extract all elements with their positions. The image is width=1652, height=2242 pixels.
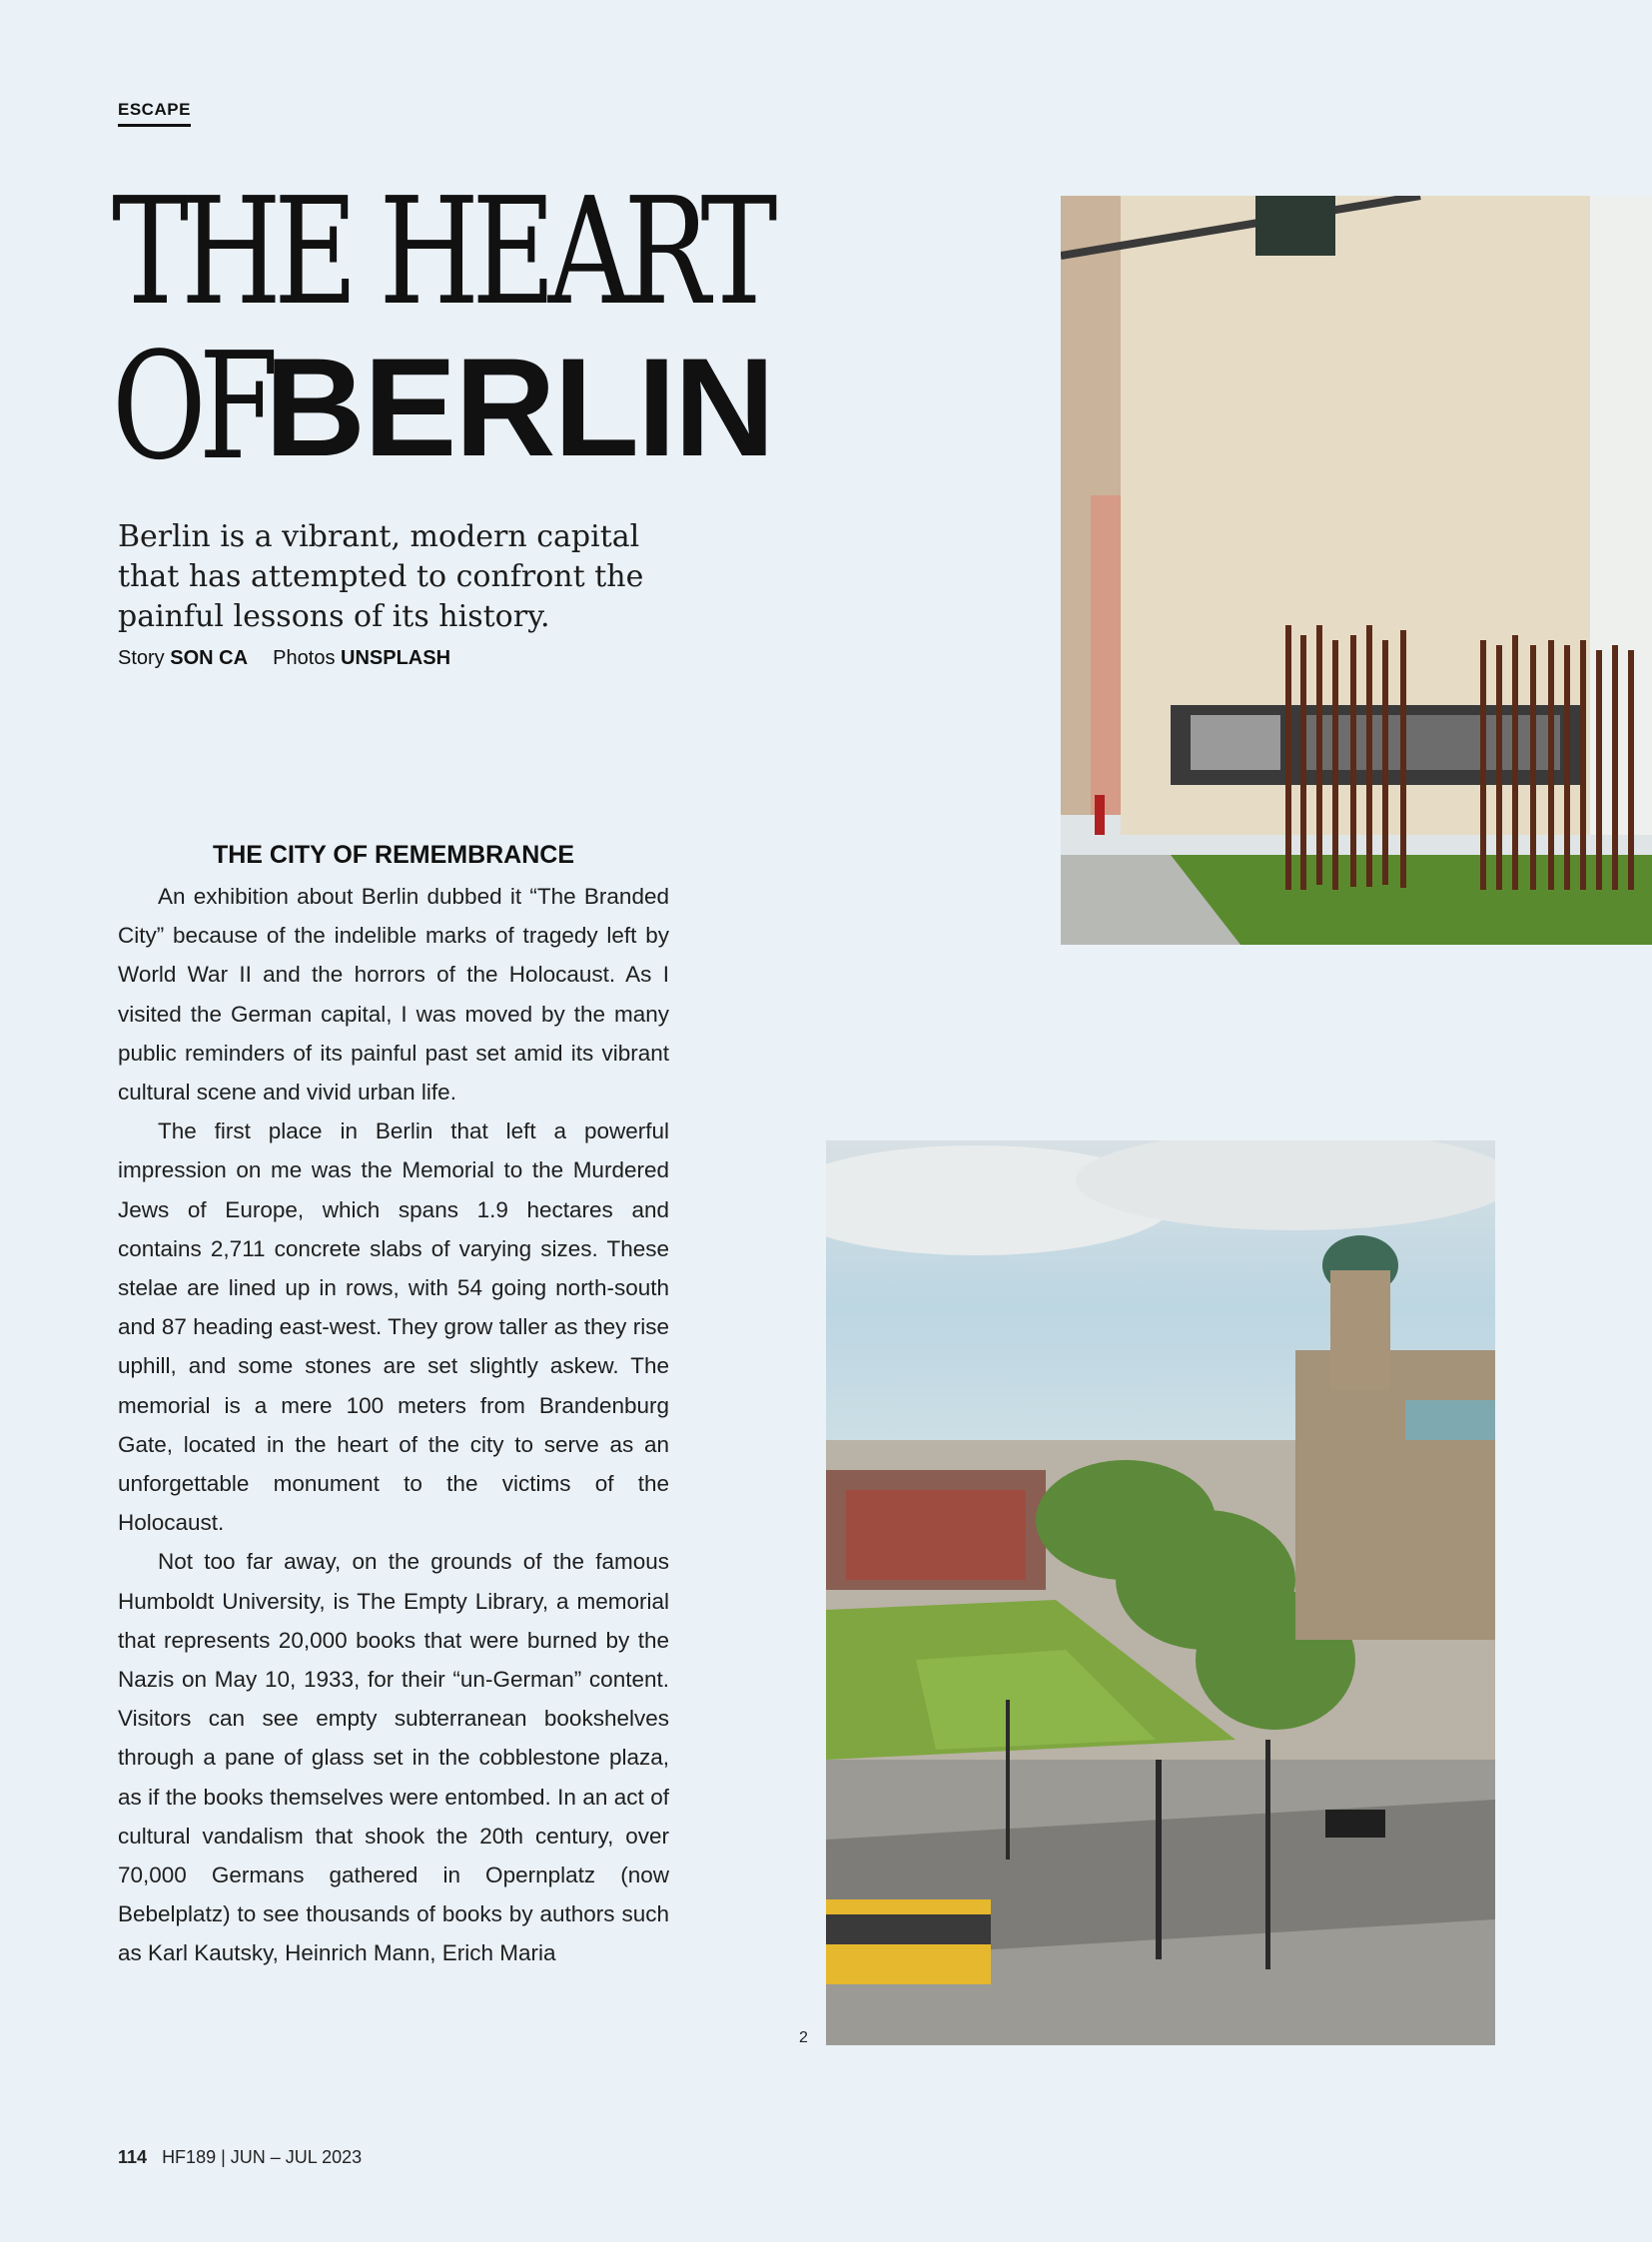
- photos-credit: UNSPLASH: [341, 647, 451, 669]
- photos-label: Photos: [273, 647, 336, 669]
- headline-berlin: BERLIN: [264, 329, 774, 485]
- headline-line-1: THE HEART: [112, 166, 770, 338]
- article-paragraph: The first place in Berlin that left a powerful impression on me was the Memorial to the Murdered Jews of Europe, which spans 1.9 hectares and contains 2,711 concrete slabs of varying sizes. These stelae are lined up in rows, with 54 going north-south and 87 heading east-west. They grow taller as they rise uphill, and some stones are set slightly askew. The memorial is a mere 100 meters from Brandenburg Gate, located in the heart of the city to serve as an unforgettable monument to the victims of the Holocaust.: [118, 1119, 669, 1536]
- page-number: 114: [118, 2147, 148, 2167]
- story-label: Story: [118, 647, 165, 669]
- berlin-wall-memorial-photo: [1061, 196, 1652, 945]
- headline-row-1: [112, 166, 891, 338]
- article-paragraph: Not too far away, on the grounds of the famous Humboldt University, is The Empty Library, a memorial that represents 20,000 books that were burned by the Nazis on May 10, 1933, for their “un-German” content. Visitors can see empty subterranean bookshelves through a pane of glass set in the cobblestone plaza, as if the books themselves were entombed. In an act of cultural vandalism that shook the 20th century, over 70,000 Germans gathered in Opernplatz (now Bebelplatz) to see thousands of books by authors such as Karl Kautsky, Heinrich Mann, Erich Maria: [118, 1549, 669, 1966]
- headline-row-2: [112, 321, 891, 492]
- standfirst: Berlin is a vibrant, modern capital that has attempted to confront the painful lessons of its history.: [118, 519, 644, 634]
- story-author: SON CA: [170, 647, 249, 669]
- headline-of: OF: [112, 321, 272, 492]
- article-paragraph: An exhibition about Berlin dubbed it “The Branded City” because of the indelible marks of tragedy left by World War II and the horrors of the Holocaust. As I visited the German capital, I was moved by the many public reminders of its painful past set amid its vibrant cultural scene and vivid urban life.: [118, 884, 669, 1106]
- page-folio: [118, 2147, 362, 2168]
- headline: [112, 166, 891, 492]
- credits: [118, 647, 450, 670]
- article-subheading: THE CITY OF REMEMBRANCE: [212, 841, 575, 869]
- caption-number: 2: [799, 2029, 808, 2046]
- berlin-cathedral-lustgarten-photo: [826, 1140, 1495, 2045]
- issue-info: HF189 | JUN – JUL 2023: [162, 2147, 363, 2167]
- section-tag: ESCAPE: [118, 100, 191, 127]
- article-body: [118, 837, 669, 1973]
